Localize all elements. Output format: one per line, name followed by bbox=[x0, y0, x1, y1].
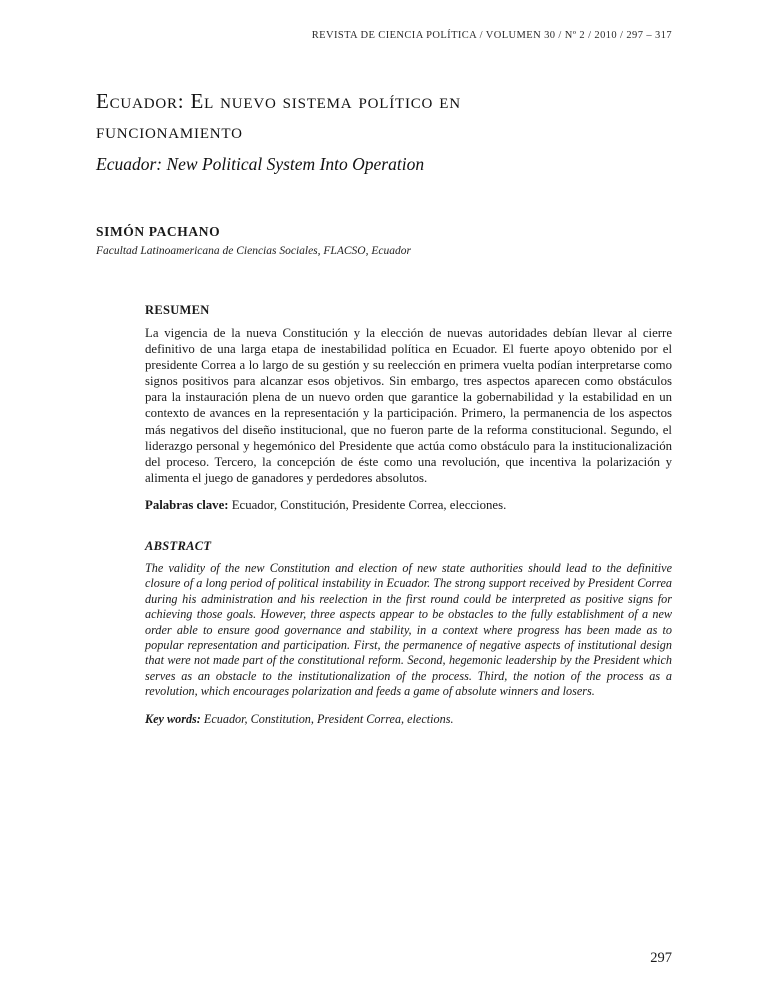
resumen-heading: RESUMEN bbox=[145, 303, 210, 317]
abstract-heading: ABSTRACT bbox=[145, 538, 212, 553]
resumen-body: La vigencia de la nueva Constitución y la elección de nuevas autoridades debían llevar al cierre definitivo de una larga etapa de inestabilidad política en Ecuador. El fuerte apoyo obtenido por el presidente Correa a lo largo de su gestión y su reelección en primera vuelta podían interpretarse como signos positivos para alcanzar esos objetivos. Sin embargo, tres aspectos aparecen como obstáculos para la instauración plena de un nuevo orden que garantice la gobernabilidad y la estabilidad en un contexto de avances en la representación y la participación. Primero, la permanencia de los aspectos más negativos del diseño institucional, que no fueron parte de la reforma constitucional. Segundo, el liderazgo personal y hegemónico del Presidente que actúa como obstáculo para la institucionalización del proceso. Tercero, la concepción de éste como una revolución, que incentiva la polarización y alimenta el juego de ganadores y perdedores absolutos. bbox=[145, 326, 672, 485]
page-number: 297 bbox=[650, 950, 672, 966]
abstract-body: The validity of the new Constitution and election of new state authorities should lead to the definitive closure of a long period of political instability in Ecuador. The strong support received by President Correa during his administration and his reelection in the first round could be interpreted as positive signs for achieving those goals. However, three aspects appear to be obstacles to the fully establishment of a new order able to ensure good governance and stability, in a context where progress has been made as to popular representation and participation. First, the permanence of negative aspects of institutional design that were not made part of the constitutional reform. Second, hegemonic leadership by the President which serves as an obstacle to the institutionalization of the process. Third, the notion of the process as a revolution, which encourages polarization and feeds a game of absolute winners and losers. bbox=[145, 560, 672, 699]
section-spacer bbox=[145, 513, 672, 539]
resumen-keywords-line bbox=[145, 497, 672, 513]
author-block bbox=[96, 224, 411, 257]
journal-header: REVISTA DE CIENCIA POLÍTICA / VOLUMEN 30 / Nº 2 / 2010 / 297 – 317 bbox=[311, 30, 672, 41]
resumen-keywords: Ecuador, Constitución, Presidente Correa, elecciones. bbox=[228, 497, 507, 512]
article-title-english: Ecuador: New Political System Into Operation bbox=[96, 154, 425, 174]
abstract-keywords: Ecuador, Constitution, President Correa, elections. bbox=[200, 711, 454, 726]
resumen-keywords-label: Palabras clave: bbox=[145, 497, 229, 512]
title-block bbox=[96, 86, 566, 176]
abstract-keywords-line bbox=[145, 711, 672, 727]
abstracts-section bbox=[145, 303, 672, 727]
abstract-keywords-label: Key words: bbox=[145, 711, 201, 726]
author-affiliation: Facultad Latinoamericana de Ciencias Sociales, FLACSO, Ecuador bbox=[96, 245, 411, 257]
article-title-spanish: Ecuador: El nuevo sistema político en funcionamiento bbox=[96, 89, 461, 143]
author-name: SIMÓN PACHANO bbox=[96, 224, 221, 239]
